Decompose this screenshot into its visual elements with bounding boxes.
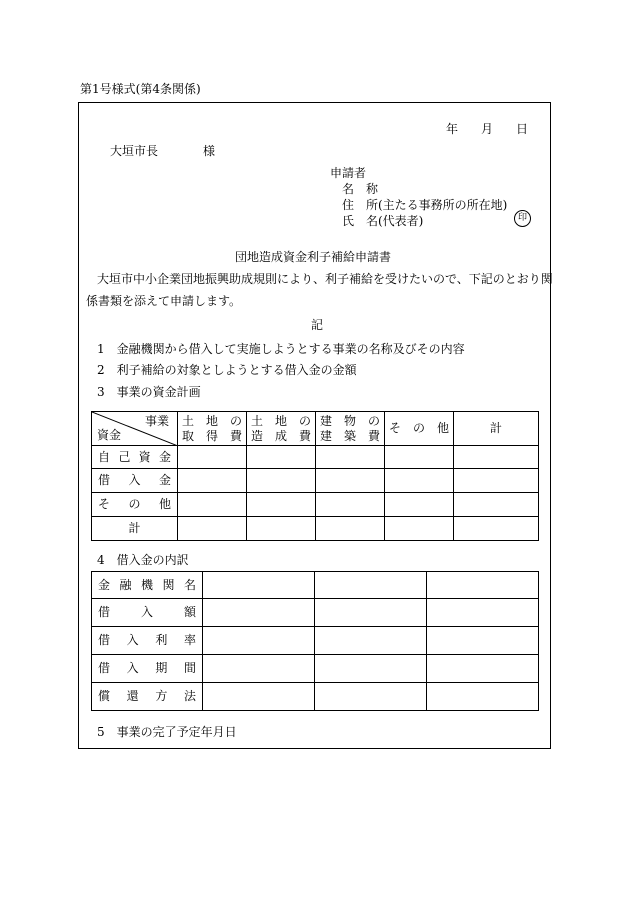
table-cell[interactable] (316, 517, 385, 541)
applicant-person-label: 氏 名(代表者) (342, 214, 424, 228)
col-header-line: 建 物 の (319, 413, 380, 428)
row-label-loan-amount (92, 599, 203, 627)
col-header-line: 取 得 費 (181, 428, 242, 443)
seal-mark: 印 (514, 210, 531, 227)
row-label-total (92, 517, 178, 541)
row-label-repayment (92, 683, 203, 711)
col-header-line: 土 地 の (181, 413, 242, 428)
table-cell[interactable] (316, 493, 385, 517)
col-header-building (316, 412, 385, 446)
table-cell[interactable] (315, 655, 427, 683)
table-cell[interactable] (385, 493, 454, 517)
date-day-label: 日 (516, 122, 529, 136)
date-year-label: 年 (446, 122, 459, 136)
table-cell[interactable] (203, 627, 315, 655)
corner-bottom-label: 資金 (97, 428, 122, 442)
col-header-line: そ の 他 (388, 421, 449, 435)
table-cell[interactable] (203, 572, 315, 599)
table-cell[interactable] (316, 446, 385, 469)
table-cell[interactable] (247, 517, 316, 541)
table-cell[interactable] (385, 517, 454, 541)
row-label-text: 金 融 機 関 名 (98, 577, 196, 592)
item-3: 3 事業の資金計画 (97, 385, 201, 399)
item-2: 2 利子補給の対象としようとする借入金の金額 (97, 363, 357, 377)
applicant-heading: 申請者 (330, 166, 367, 180)
item-4: 4 借入金の内訳 (97, 553, 189, 567)
corner-top-label: 事業 (144, 414, 169, 428)
col-header-land-development (247, 412, 316, 446)
corner-cell (92, 412, 178, 446)
table-cell[interactable] (427, 627, 539, 655)
item-1: 1 金融機関から借入して実施しようとする事業の名称及びその内容 (97, 342, 465, 356)
body-text-line-1: 大垣市中小企業団地振興助成規則により、利子補給を受けたいので、下記のとおり関 (97, 272, 553, 286)
document-title: 団地造成資金利子補給申請書 (235, 250, 392, 264)
table-cell[interactable] (247, 446, 316, 469)
funding-plan-table (91, 411, 539, 541)
table-cell[interactable] (315, 599, 427, 627)
table-cell[interactable] (427, 572, 539, 599)
col-header-line: 造 成 費 (250, 428, 311, 443)
row-label-borrowed (92, 469, 178, 493)
col-header-land-acquisition (178, 412, 247, 446)
table-cell[interactable] (427, 655, 539, 683)
row-label-text: 借 入 利 率 (98, 633, 196, 647)
applicant-name-label: 名 称 (342, 182, 379, 196)
row-label-own-funds (92, 446, 178, 469)
ki-heading: 記 (311, 318, 324, 332)
table-cell[interactable] (247, 493, 316, 517)
table-cell[interactable] (203, 683, 315, 711)
table-cell[interactable] (454, 469, 539, 493)
col-header-line: 計 (489, 421, 502, 435)
table-cell[interactable] (178, 446, 247, 469)
table-cell[interactable] (247, 469, 316, 493)
table-cell[interactable] (178, 493, 247, 517)
table-cell[interactable] (203, 599, 315, 627)
row-label-lender (92, 572, 203, 599)
item-5: 5 事業の完了予定年月日 (97, 725, 237, 739)
table-cell[interactable] (385, 469, 454, 493)
row-label-text: そ の 他 (98, 497, 171, 511)
row-label-other (92, 493, 178, 517)
col-header-line: 建 築 費 (319, 428, 380, 443)
col-header-other (385, 412, 454, 446)
addressee-name: 大垣市長 (110, 144, 159, 158)
table-cell[interactable] (203, 655, 315, 683)
table-cell[interactable] (385, 446, 454, 469)
row-label-loan-period (92, 655, 203, 683)
table-cell[interactable] (454, 446, 539, 469)
date-month-label: 月 (481, 122, 494, 136)
form-number: 第1号様式(第4条関係) (80, 82, 201, 96)
table-cell[interactable] (454, 493, 539, 517)
loan-breakdown-table (91, 571, 539, 711)
table-cell[interactable] (316, 469, 385, 493)
row-label-text: 借 入 金 (98, 473, 171, 487)
applicant-address-label: 住 所(主たる事務所の所在地) (342, 198, 508, 212)
col-header-total (454, 412, 539, 446)
addressee-honorific: 様 (203, 144, 216, 158)
table-cell[interactable] (315, 683, 427, 711)
table-cell[interactable] (315, 627, 427, 655)
table-cell[interactable] (427, 683, 539, 711)
row-label-interest-rate (92, 627, 203, 655)
col-header-line: 土 地 の (250, 413, 311, 428)
row-label-text: 借 入 期 間 (98, 661, 196, 675)
table-cell[interactable] (178, 469, 247, 493)
table-cell[interactable] (315, 572, 427, 599)
row-label-text: 償 還 方 法 (98, 689, 196, 703)
row-label-text: 借 入 額 (98, 605, 196, 619)
row-label-text: 自 己 資 金 (98, 449, 171, 464)
table-cell[interactable] (427, 599, 539, 627)
row-label-text: 計 (128, 521, 141, 535)
table-cell[interactable] (454, 517, 539, 541)
body-text-line-2: 係書類を添えて申請します。 (86, 294, 242, 308)
table-cell[interactable] (178, 517, 247, 541)
